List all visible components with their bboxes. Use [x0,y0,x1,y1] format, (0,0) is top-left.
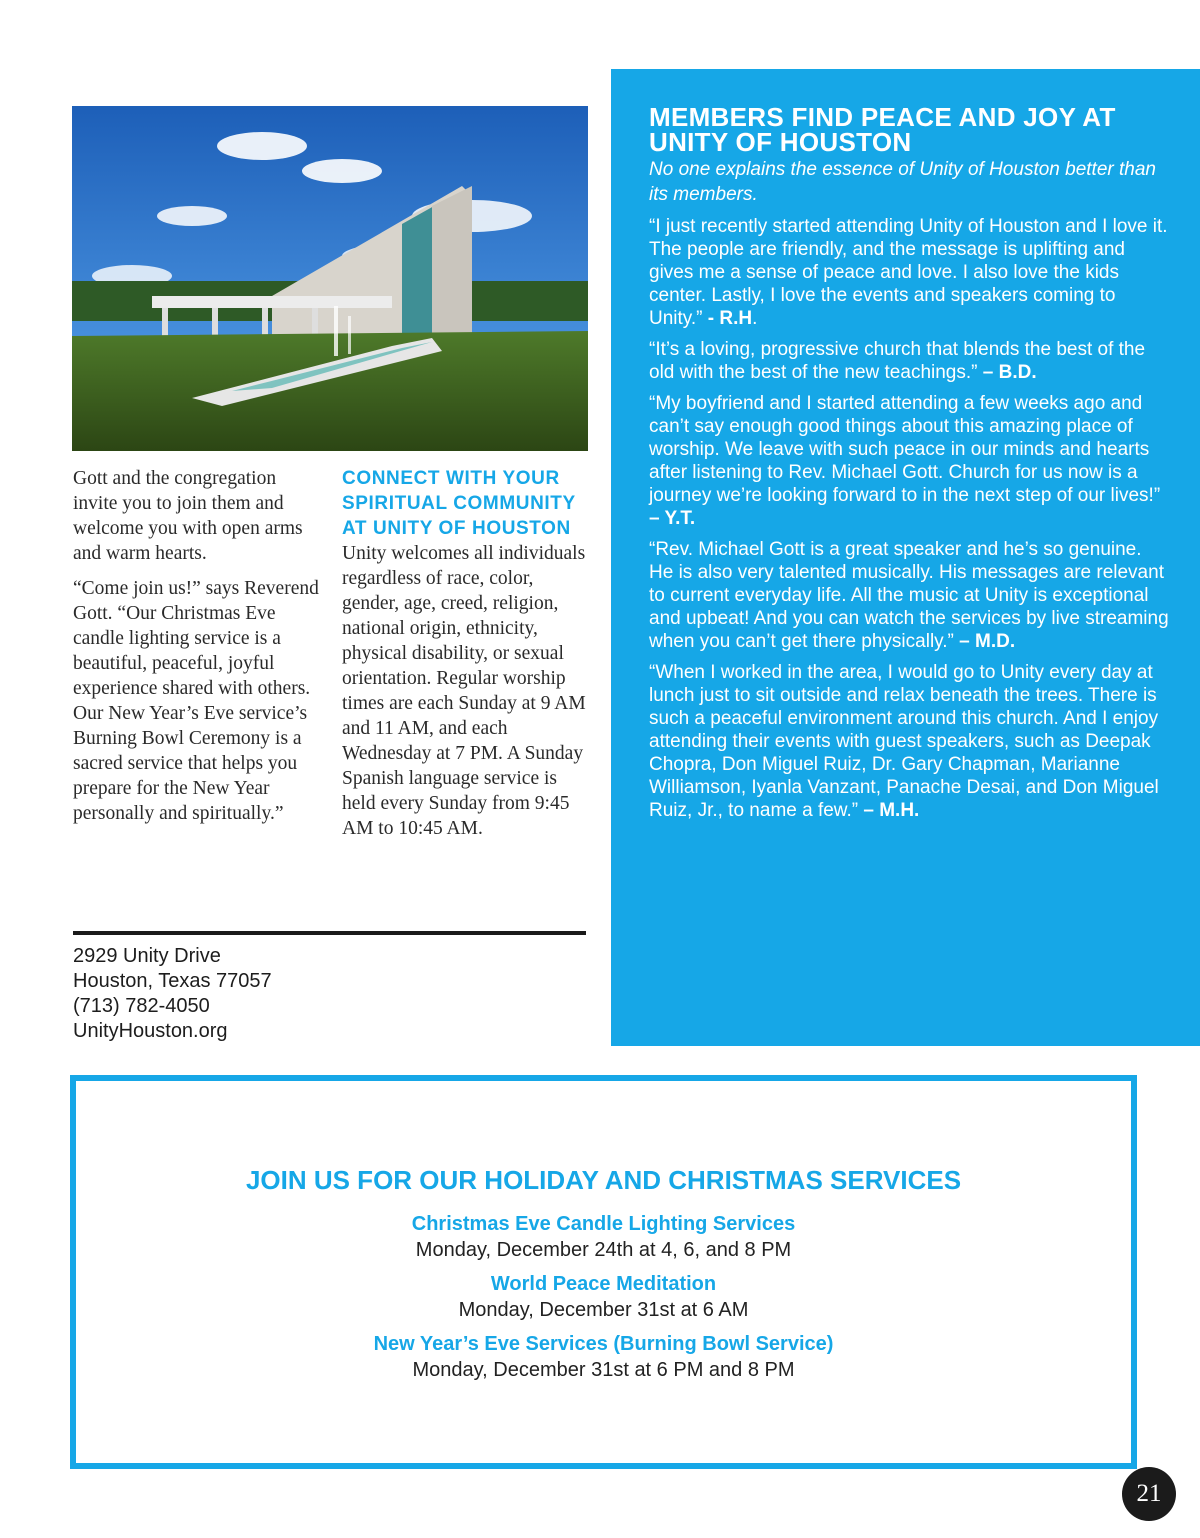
service-date: Monday, December 31st at 6 AM [458,1299,749,1321]
member-quote [649,392,1170,530]
address-phone: (713) 782-4050 [73,995,210,1017]
address-city: Houston, Texas 77057 [73,970,272,992]
divider [73,931,586,935]
service-title: Christmas Eve Candle Lighting Services [411,1213,796,1235]
quote-text: “Rev. Michael Gott is a great speaker and he’s so genuine. He is also very talented musically. His messages are relevant to current everyday life. All the music at Unity is exceptional and upbeat! And you can watch the services by live streaming when you can’t get there physically.” [649,539,1169,652]
members-heading: MEMBERS FIND PEACE AND JOY AT UNITY OF HOUSTON [649,102,1116,157]
quote-end: . [752,308,758,329]
quote-text: “When I worked in the area, I would go to Unity every day at lunch just to sit outside and relax beneath the trees. There is such a peaceful environment around this church. And I enjoy attending their events with guest speakers, such as Deepak Chopra, Don Miguel Ruiz, Dr. Gary Chapman, Marianne Williamson, Iyanla Vanzant, Panache Desai, and Don Miguel Ruiz, Jr., to name a few.” [649,662,1159,821]
intro-paragraph: Gott and the congregation invite you to join them and welcome you with open arms and warm hearts. [73,468,303,564]
member-quote [649,538,1170,653]
quote-author: – M.D. [959,631,1016,652]
service-title: New Year’s Eve Services (Burning Bowl Service) [373,1333,834,1355]
holiday-services-box [70,1075,1137,1469]
page-number: 21 [1122,1467,1176,1521]
quote-author: – M.H. [863,800,920,821]
member-quote [649,661,1170,822]
connect-body: Unity welcomes all individuals regardless of race, color, gender, age, creed, religion, national origin, ethnicity, physical disability, or sexual orientation. Regular worship times are each Sunday at 9 AM and 11 AM, and each Wednesday at 7 PM. A Sunday Spanish language service is held every Sunday from 9:45 AM to 10:45 AM. [342,543,586,839]
connect-column [342,466,592,841]
address-website[interactable]: UnityHouston.org [73,1020,228,1042]
service-date: Monday, December 24th at 4, 6, and 8 PM [415,1239,792,1261]
church-building-icon [72,106,588,451]
intro-paragraph: “Come join us!” says Reverend Gott. “Our Christmas Eve candle lighting service is a beautiful, peaceful, joyful experience shared with others. Our New Year’s Eve service’s Burning Bowl Ceremony is a sacred service that helps you prepare for the New Year personally and spiritually.” [73,578,319,824]
member-quote [649,215,1170,330]
address-block [73,944,473,1044]
intro-column [73,466,323,836]
connect-heading: CONNECT WITH YOUR SPIRITUAL COMMUNITY AT UNITY OF HOUSTON [342,468,576,539]
members-lead: No one explains the essence of Unity of Houston better than its members. [649,159,1156,205]
quote-text: “I just recently started attending Unity of Houston and I love it. The people are friendly, and the message is uplifting and gives me a sense of peace and love. I also love the kids center. Lastly, I love the events and speakers coming to Unity.” [649,216,1168,329]
quote-text: “It’s a loving, progressive church that blends the best of the old with the best of the new teachings.” [649,339,1146,383]
member-quote [649,338,1170,384]
service-item [76,1331,1131,1383]
service-date: Monday, December 31st at 6 PM and 8 PM [412,1359,795,1381]
quote-author: – Y.T. [649,508,696,529]
members-panel [611,69,1200,1046]
quote-author: – B.D. [982,362,1037,383]
service-title: World Peace Meditation [490,1273,717,1295]
service-item [76,1271,1131,1323]
holiday-heading: JOIN US FOR OUR HOLIDAY AND CHRISTMAS SERVICES [245,1165,962,1195]
quote-text: “My boyfriend and I started attending a few weeks ago and can’t say enough good things about this amazing place of worship. We leave with such peace in our minds and hearts after listening to Rev. Michael Gott. Church for us now is a journey we’re looking forward to in the next step of our lives!” [649,393,1161,506]
church-photo [72,106,588,451]
quote-author: - R.H [707,308,753,329]
address-street: 2929 Unity Drive [73,945,221,967]
service-item [76,1211,1131,1263]
